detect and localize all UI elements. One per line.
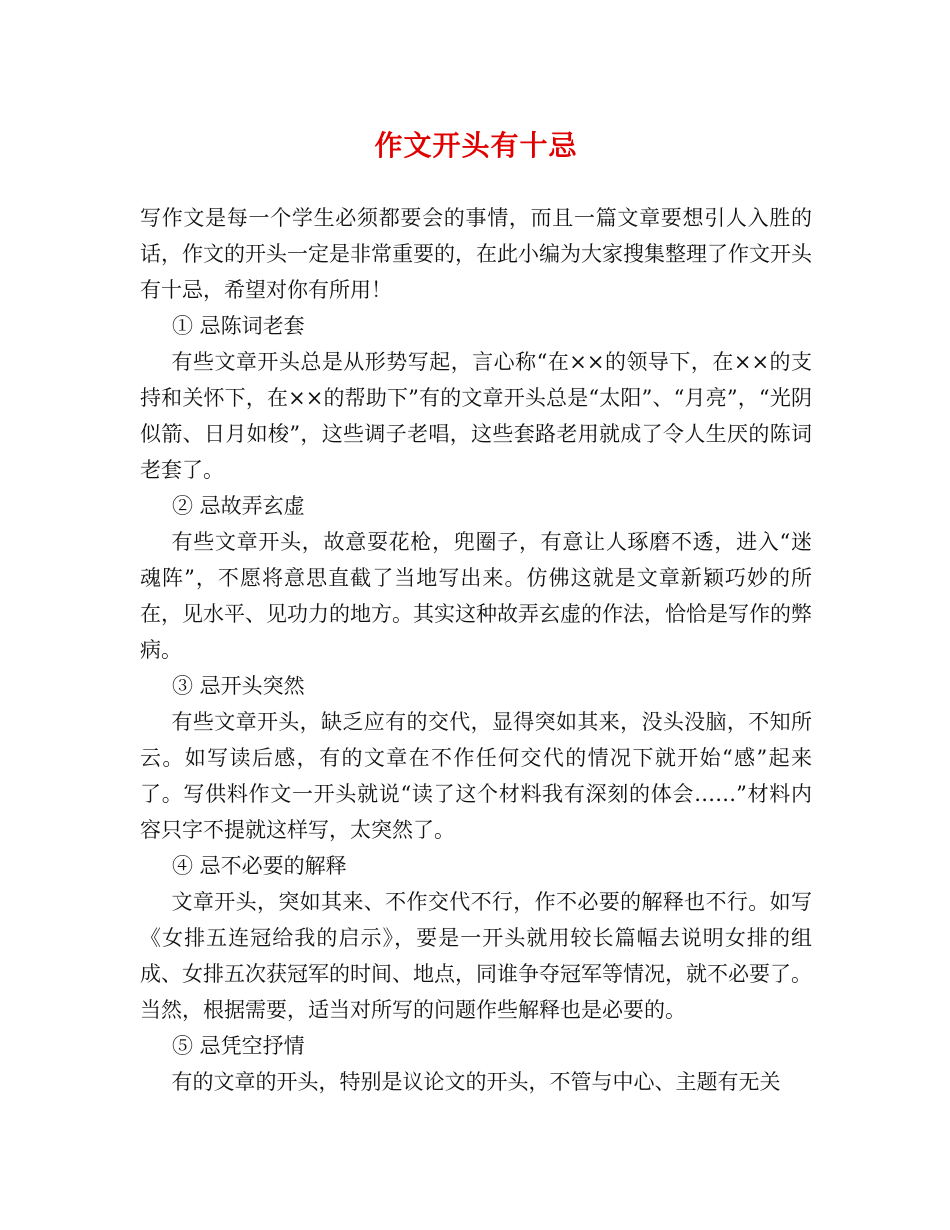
section-paragraph: 有些文章开头，故意耍花枪，兜圈子，有意让人琢磨不透，进入“迷魂阵”，不愿将意思直截了当地写出来。仿佛这就是文章新颖巧妙的所在，见水平、见功力的地方。其实这种故弄玄虚的作法，恰恰是写作的弊病。 — [140, 530, 812, 662]
intro-paragraph: 写作文是每一个学生必须都要会的事情，而且一篇文章要想引人入胜的话，作文的开头一定是非常重要的，在此小编为大家搜集整理了作文开头有十忌，希望对你有所用！ — [140, 206, 812, 302]
section-4 — [140, 848, 812, 1028]
section-paragraph: 文章开头，突如其来、不作交代不行，作不必要的解释也不行。如写《女排五连冠给我的启示》，要是一开头就用较长篇幅去说明女排的组成、女排五次获冠军的时间、地点，同谁争夺冠军等情况，就不必要了。当然，根据需要，适当对所写的问题作些解释也是必要的。 — [140, 890, 812, 1022]
section-1 — [140, 308, 812, 488]
section-heading: ① 忌陈词老套 — [172, 314, 305, 338]
section-heading: ③ 忌开头突然 — [172, 674, 305, 698]
section-paragraph: 有些文章开头总是从形势写起，言心称“在××的领导下，在××的支持和关怀下，在××的帮助下”有的文章开头总是“太阳”、“月亮”，“光阴似箭、日月如梭”，这些调子老唱，这些套路老用就成了令人生厌的陈词老套了。 — [140, 350, 812, 482]
section-5 — [140, 1028, 812, 1100]
document-body — [140, 200, 812, 1100]
section-paragraph: 有些文章开头，缺乏应有的交代，显得突如其来，没头没脑，不知所云。如写读后感，有的文章在不作任何交代的情况下就开始“感”起来了。写供料作文一开头就说“读了这个材料我有深刻的体会……”材料内容只字不提就这样写，太突然了。 — [140, 710, 812, 842]
section-paragraph: 有的文章的开头，特别是议论文的开头，不管与中心、主题有无关 — [171, 1070, 781, 1094]
section-2 — [140, 488, 812, 668]
document-title: 作文开头有十忌 — [374, 129, 578, 162]
section-3 — [140, 668, 812, 848]
section-heading: ④ 忌不必要的解释 — [172, 854, 347, 878]
section-heading: ⑤ 忌凭空抒情 — [172, 1034, 305, 1058]
section-heading: ② 忌故弄玄虚 — [172, 494, 305, 518]
